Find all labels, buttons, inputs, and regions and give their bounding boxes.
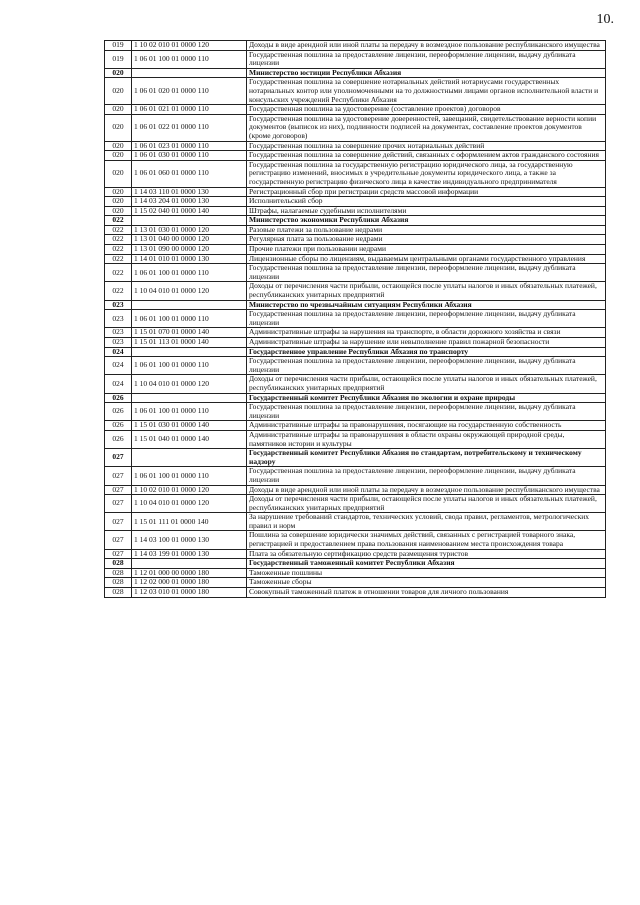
admin-code-cell: 022 — [105, 254, 132, 264]
revenue-classification-table — [104, 40, 606, 598]
revenue-name-cell: Лицензионные сборы по лицензиям, выдаваемым центральными органами государственного управления — [247, 254, 606, 264]
revenue-code-cell — [132, 449, 247, 467]
revenue-code-cell: 1 14 03 100 01 0000 130 — [132, 531, 247, 549]
page-number: 10. — [596, 12, 614, 27]
revenue-code-cell — [132, 300, 247, 310]
revenue-code-cell: 1 06 01 021 01 0000 110 — [132, 105, 247, 115]
admin-code-cell: 027 — [105, 495, 132, 513]
revenue-code-cell: 1 13 01 040 00 0000 120 — [132, 235, 247, 245]
revenue-code-cell: 1 15 01 070 01 0000 140 — [132, 328, 247, 338]
admin-code-cell: 027 — [105, 449, 132, 467]
revenue-name-cell: Доходы в виде арендной или иной платы за передачу в возмездное пользование республиканского имущества — [247, 485, 606, 495]
table-row — [105, 160, 606, 187]
revenue-code-cell: 1 12 03 010 01 0000 180 — [132, 588, 247, 598]
admin-code-cell: 023 — [105, 338, 132, 348]
revenue-code-cell: 1 06 01 100 01 0000 110 — [132, 310, 247, 328]
admin-code-cell: 028 — [105, 588, 132, 598]
revenue-code-cell: 1 10 04 010 01 0000 120 — [132, 375, 247, 393]
ministry-header-row — [105, 216, 606, 226]
table-row — [105, 531, 606, 549]
revenue-name-cell: Государственная пошлина за предоставление лицензии, переоформление лицензии, выдачу дубликата лицензии — [247, 467, 606, 485]
table-row — [105, 338, 606, 348]
admin-code-cell: 020 — [105, 141, 132, 151]
revenue-code-cell: 1 15 02 040 01 0000 140 — [132, 206, 247, 216]
revenue-name-cell: Министерство экономики Республики Абхазия — [247, 216, 606, 226]
admin-code-cell: 024 — [105, 357, 132, 375]
admin-code-cell: 023 — [105, 310, 132, 328]
revenue-name-cell: Регистрационный сбор при регистрации средств массовой информации — [247, 187, 606, 197]
revenue-code-cell: 1 06 01 100 01 0000 110 — [132, 50, 247, 68]
revenue-name-cell: Государственная пошлина за предоставление лицензии, переоформление лицензии, выдачу дубликата лицензии — [247, 310, 606, 328]
admin-code-cell: 020 — [105, 68, 132, 78]
admin-code-cell: 026 — [105, 403, 132, 421]
table-row — [105, 430, 606, 448]
revenue-name-cell: Государственная пошлина за совершение действий, связанных с оформлением актов гражданского состояния — [247, 151, 606, 161]
revenue-code-cell — [132, 68, 247, 78]
revenue-code-cell: 1 12 02 000 01 0000 180 — [132, 578, 247, 588]
revenue-name-cell: Государственная пошлина за совершение прочих нотариальных действий — [247, 141, 606, 151]
revenue-name-cell: Государственная пошлина за предоставление лицензии, переоформление лицензии, выдачу дубликата лицензии — [247, 264, 606, 282]
admin-code-cell: 020 — [105, 206, 132, 216]
admin-code-cell: 020 — [105, 160, 132, 187]
revenue-code-cell: 1 12 01 000 00 0000 180 — [132, 568, 247, 578]
ministry-header-row — [105, 449, 606, 467]
revenue-name-cell: Прочие платежи при пользовании недрами — [247, 245, 606, 255]
table-row — [105, 375, 606, 393]
revenue-code-cell: 1 14 03 204 01 0000 130 — [132, 197, 247, 207]
revenue-name-cell: Таможенные сборы — [247, 578, 606, 588]
admin-code-cell: 027 — [105, 513, 132, 531]
table-row — [105, 187, 606, 197]
table-row — [105, 245, 606, 255]
admin-code-cell: 026 — [105, 430, 132, 448]
table-row — [105, 50, 606, 68]
admin-code-cell: 026 — [105, 421, 132, 431]
revenue-code-cell: 1 13 01 090 00 0000 120 — [132, 245, 247, 255]
revenue-name-cell: Государственная пошлина за государственную регистрацию юридического лица, за государственную регистрацию изменений, вносимых в учредительные документы юридического лица, а также за государственную регистрацию физического лица в качестве индивидуального предпринимателя — [247, 160, 606, 187]
table-row — [105, 41, 606, 51]
revenue-code-cell — [132, 559, 247, 569]
table-row — [105, 151, 606, 161]
table-row — [105, 254, 606, 264]
revenue-name-cell: Государственная пошлина за предоставление лицензии, переоформление лицензии, выдачу дубликата лицензии — [247, 357, 606, 375]
table-row — [105, 485, 606, 495]
admin-code-cell: 020 — [105, 187, 132, 197]
admin-code-cell: 020 — [105, 78, 132, 105]
revenue-name-cell: Пошлина за совершение юридически значимых действий, связанных с регистрацией товарного знака, регистрацией и предоставлением права пользования наименованием места происхождения товара — [247, 531, 606, 549]
revenue-name-cell: Административные штрафы за нарушение или невыполнение правил пожарной безопасности — [247, 338, 606, 348]
table-row — [105, 513, 606, 531]
admin-code-cell: 020 — [105, 197, 132, 207]
table-row — [105, 357, 606, 375]
revenue-code-cell: 1 15 01 040 01 0000 140 — [132, 430, 247, 448]
table-row — [105, 235, 606, 245]
revenue-name-cell: Исполнительский сбор — [247, 197, 606, 207]
revenue-name-cell: Государственная пошлина за удостоверение доверенностей, завещаний, свидетельствование верности копии документов (выписок из них), подлинности подписей на документах, составление проектов документов (кроме договоров) — [247, 114, 606, 141]
revenue-name-cell: Плата за обязательную сертификацию средств размещения туристов — [247, 549, 606, 559]
revenue-name-cell: Государственная пошлина за удостоверение (составление проектов) договоров — [247, 105, 606, 115]
admin-code-cell: 027 — [105, 485, 132, 495]
revenue-code-cell: 1 13 01 030 01 0000 120 — [132, 225, 247, 235]
revenue-name-cell: Совокупный таможенный платеж в отношении товаров для личного пользования — [247, 588, 606, 598]
table-row — [105, 421, 606, 431]
table-row — [105, 549, 606, 559]
admin-code-cell: 022 — [105, 282, 132, 300]
revenue-name-cell: За нарушение требований стандартов, технических условий, свода правил, регламентов, метрологических правил и норм — [247, 513, 606, 531]
table-row — [105, 225, 606, 235]
admin-code-cell: 019 — [105, 41, 132, 51]
revenue-code-cell: 1 15 01 113 01 0000 140 — [132, 338, 247, 348]
table-body — [105, 41, 606, 598]
revenue-name-cell: Административные штрафы за правонарушения, посягающие на государственную собственность — [247, 421, 606, 431]
revenue-name-cell: Доходы от перечисления части прибыли, остающейся после уплаты налогов и иных обязательных платежей, республиканских унитарных предприятий — [247, 495, 606, 513]
revenue-code-cell: 1 06 01 100 01 0000 110 — [132, 357, 247, 375]
revenue-code-cell: 1 14 01 010 01 0000 130 — [132, 254, 247, 264]
ministry-header-row — [105, 559, 606, 569]
revenue-code-cell: 1 14 03 110 01 0000 130 — [132, 187, 247, 197]
admin-code-cell: 022 — [105, 225, 132, 235]
table-row — [105, 141, 606, 151]
table-row — [105, 264, 606, 282]
revenue-name-cell: Регулярная плата за пользование недрами — [247, 235, 606, 245]
revenue-code-cell: 1 14 03 199 01 0000 130 — [132, 549, 247, 559]
revenue-name-cell: Государственная пошлина за предоставление лицензии, переоформление лицензии, выдачу дубликата лицензии — [247, 403, 606, 421]
revenue-code-cell: 1 06 01 023 01 0000 110 — [132, 141, 247, 151]
revenue-name-cell: Административные штрафы за правонарушения в области охраны окружающей природной среды, памятников истории и культуры — [247, 430, 606, 448]
admin-code-cell: 028 — [105, 578, 132, 588]
admin-code-cell: 022 — [105, 245, 132, 255]
revenue-code-cell: 1 10 02 010 01 0000 120 — [132, 485, 247, 495]
table-row — [105, 114, 606, 141]
table-row — [105, 495, 606, 513]
admin-code-cell: 019 — [105, 50, 132, 68]
revenue-name-cell: Государственная пошлина за совершение нотариальных действий нотариусами государственных нотариальных контор или уполномоченными на то должностными лицами органов исполнительной власти и консульских учреждений Республики Абхазия — [247, 78, 606, 105]
ministry-header-row — [105, 300, 606, 310]
revenue-name-cell: Государственная пошлина за предоставление лицензии, переоформление лицензии, выдачу дубликата лицензии — [247, 50, 606, 68]
admin-code-cell: 028 — [105, 559, 132, 569]
admin-code-cell: 020 — [105, 114, 132, 141]
table-row — [105, 282, 606, 300]
ministry-header-row — [105, 68, 606, 78]
revenue-name-cell: Государственный комитет Республики Абхазия по экологии и охране природы — [247, 393, 606, 403]
revenue-code-cell — [132, 347, 247, 357]
admin-code-cell: 022 — [105, 235, 132, 245]
revenue-code-cell: 1 10 04 010 01 0000 120 — [132, 282, 247, 300]
revenue-name-cell: Министерство юстиции Республики Абхазия — [247, 68, 606, 78]
admin-code-cell: 024 — [105, 347, 132, 357]
admin-code-cell: 026 — [105, 393, 132, 403]
table-row — [105, 467, 606, 485]
table-row — [105, 403, 606, 421]
admin-code-cell: 023 — [105, 300, 132, 310]
ministry-header-row — [105, 347, 606, 357]
admin-code-cell: 022 — [105, 264, 132, 282]
admin-code-cell: 022 — [105, 216, 132, 226]
admin-code-cell: 027 — [105, 531, 132, 549]
table-row — [105, 78, 606, 105]
revenue-code-cell: 1 06 01 100 01 0000 110 — [132, 403, 247, 421]
table-row — [105, 588, 606, 598]
admin-code-cell: 027 — [105, 467, 132, 485]
revenue-code-cell: 1 06 01 020 01 0000 110 — [132, 78, 247, 105]
revenue-code-cell — [132, 216, 247, 226]
revenue-code-cell: 1 06 01 100 01 0000 110 — [132, 467, 247, 485]
table-row — [105, 206, 606, 216]
admin-code-cell: 027 — [105, 549, 132, 559]
revenue-code-cell: 1 15 01 030 01 0000 140 — [132, 421, 247, 431]
table-row — [105, 578, 606, 588]
revenue-name-cell: Таможенные пошлины — [247, 568, 606, 578]
revenue-code-cell: 1 06 01 100 01 0000 110 — [132, 264, 247, 282]
table-row — [105, 105, 606, 115]
revenue-name-cell: Государственное управление Республики Абхазия по транспорту — [247, 347, 606, 357]
revenue-code-cell: 1 15 01 111 01 0000 140 — [132, 513, 247, 531]
revenue-code-cell: 1 10 04 010 01 0000 120 — [132, 495, 247, 513]
revenue-code-cell — [132, 393, 247, 403]
revenue-name-cell: Доходы от перечисления части прибыли, остающейся после уплаты налогов и иных обязательных платежей, республиканских унитарных предприятий — [247, 375, 606, 393]
table-row — [105, 568, 606, 578]
ministry-header-row — [105, 393, 606, 403]
table-row — [105, 310, 606, 328]
revenue-code-cell: 1 06 01 022 01 0000 110 — [132, 114, 247, 141]
table-row — [105, 197, 606, 207]
revenue-code-cell: 1 10 02 010 01 0000 120 — [132, 41, 247, 51]
revenue-code-cell: 1 06 01 060 01 0000 110 — [132, 160, 247, 187]
table-row — [105, 328, 606, 338]
revenue-name-cell: Доходы в виде арендной или иной платы за передачу в возмездное пользование республиканского имущества — [247, 41, 606, 51]
admin-code-cell: 023 — [105, 328, 132, 338]
revenue-name-cell: Административные штрафы за нарушения на транспорте, в области дорожного хозяйства и связи — [247, 328, 606, 338]
revenue-name-cell: Государственный комитет Республики Абхазия по стандартам, потребительскому и техническому надзору — [247, 449, 606, 467]
revenue-name-cell: Министерство по чрезвычайным ситуациям Республики Абхазия — [247, 300, 606, 310]
admin-code-cell: 028 — [105, 568, 132, 578]
revenue-name-cell: Штрафы, налагаемые судебными исполнителями — [247, 206, 606, 216]
admin-code-cell: 020 — [105, 151, 132, 161]
revenue-name-cell: Доходы от перечисления части прибыли, остающейся после уплаты налогов и иных обязательных платежей, республиканских унитарных предприятий — [247, 282, 606, 300]
revenue-code-cell: 1 06 01 030 01 0000 110 — [132, 151, 247, 161]
admin-code-cell: 024 — [105, 375, 132, 393]
revenue-name-cell: Разовые платежи за пользование недрами — [247, 225, 606, 235]
admin-code-cell: 020 — [105, 105, 132, 115]
revenue-name-cell: Государственный таможенный комитет Республики Абхазия — [247, 559, 606, 569]
